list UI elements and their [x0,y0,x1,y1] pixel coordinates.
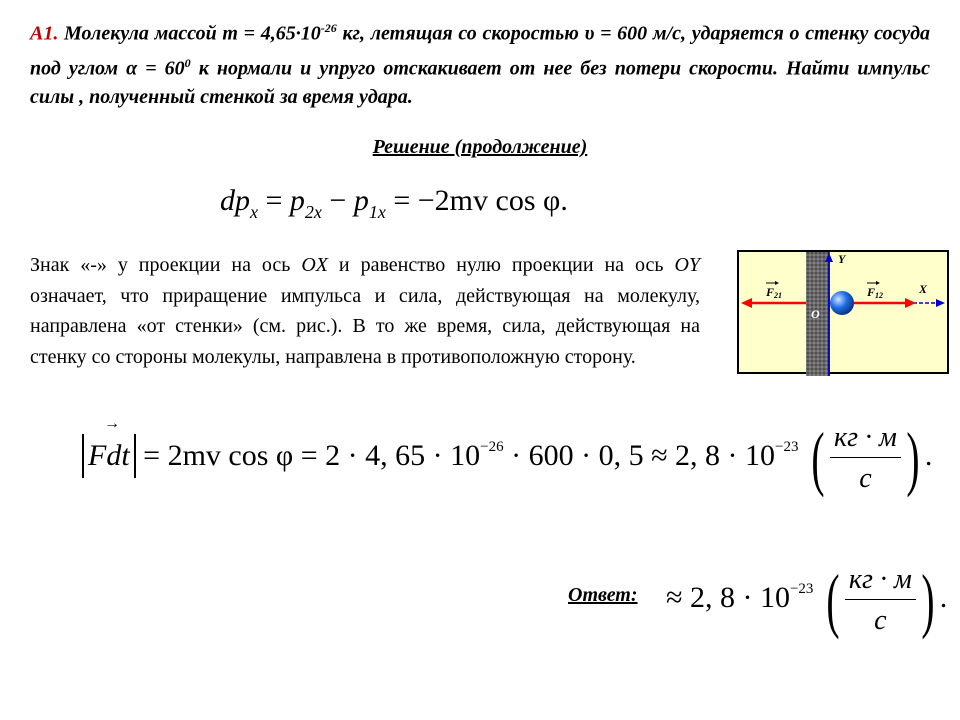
solution-heading: Решение (продолжение) [372,136,588,158]
problem-label: А1. [30,22,59,45]
explanation-paragraph: Знак «-» у проекции на ось OX и равенство нулю проекции на ось OY означает, что приращение импульса и сила, действующая на молекулу, направлена «от стенки» (см. рис.). В то же время, сила, действующая на стенку со стороны молекулы, направлена в противоположную сторону. [30,254,701,368]
impulse-magnitude: → Fdt [82,434,136,478]
svg-text:F: F [766,285,775,299]
force-diagram [737,250,949,374]
momentum-change-equation: $dp_x = p_{2x} - p_{1x} = -2mv$ cos φ. [220,184,568,222]
answer-unit-fraction: $\frac{кг \cdot м}{с}$ [845,563,916,638]
label-x: X [919,282,928,296]
velocity-symbol: υ [584,22,595,45]
problem-statement: А1. Молекула массой $m = 4,65\cdot 10^{-26}$ кг, летящая со скоростью υ = 600 м/с, ударяется о стенку сосуда под углом $\alpha = 60^0$ к нормали и упруго отскакивает от нее без потери скорости. Найти импульс силы , полученный стенкой за время удара. [30,21,930,109]
label-f12 [866,281,883,300]
molecule-ball [830,291,854,315]
answer-value: ≈ 2, $8 \cdot 10^{-23}$ ( $\frac{кг \cdot м}{с}$ ) . [666,560,948,640]
svg-text:21: 21 [774,291,782,300]
unit-fraction: $\frac{кг \cdot м}{с}$ [830,421,901,496]
vector-arrow-icon: → [104,414,120,432]
alpha-symbol: α [126,57,138,80]
impulse-equation: → Fdt = 2mv cos φ = 2 · 4, $65 \cdot 10^{-26} \cdot 600 \cdot 0$, 5 ≈ 2, $8 \cdot 10^{-23}$ ( $\frac{кг \cdot м}{с}$ ) . [82,418,932,498]
label-f21 [765,281,782,300]
label-o: O [811,307,820,321]
svg-text:12: 12 [875,291,883,300]
force-diagram-svg [739,252,951,376]
svg-text:F: F [867,285,876,299]
answer-label: Ответ: [568,584,638,606]
label-y: Y [838,252,846,266]
